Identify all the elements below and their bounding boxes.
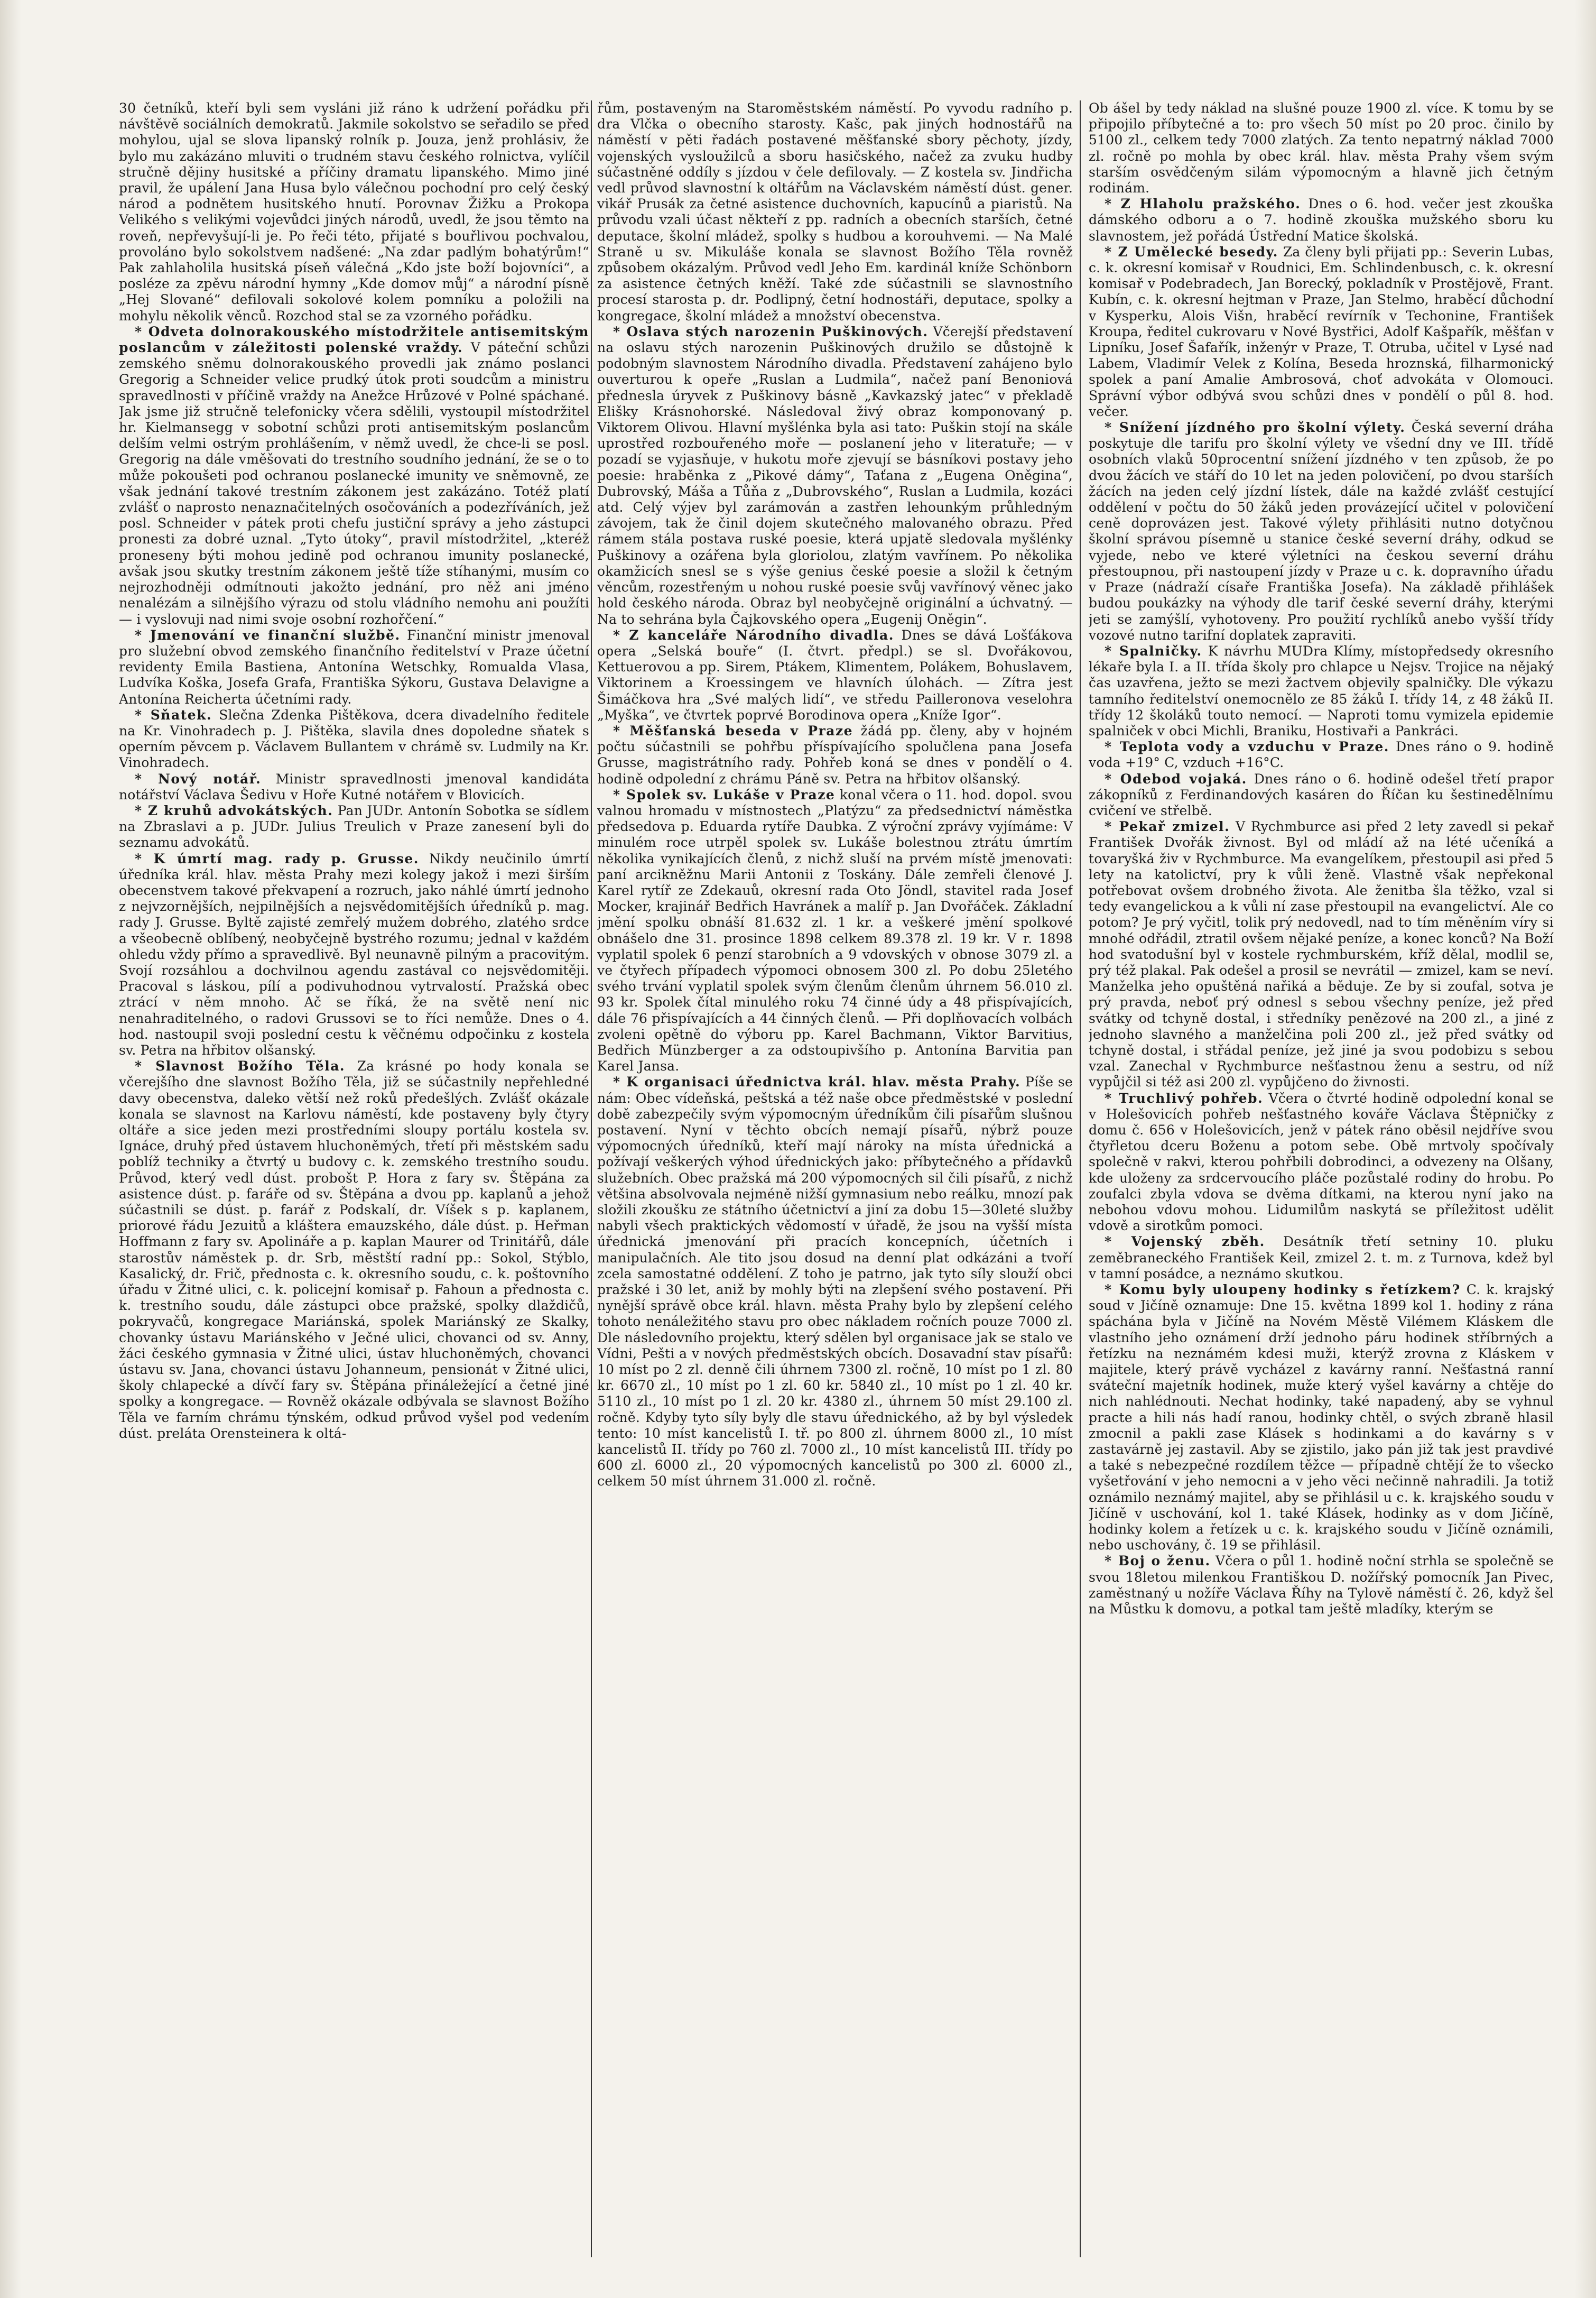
article-body: Včera o půl 1. hodině noční strhla se společně se svou 18letou milenkou Františkou D. nožířský pomocník Jan Pivec, zaměstnaný u nožíře Václava Říhy na Tylově náměstí č. 26, když šel na Můstku k domovu, a potkal tam ještě mladíky, kterým se [1089, 1553, 1554, 1617]
article-body: žádá pp. členy, aby v hojném počtu súčastnili se pohřbu příspívajícího spolučlena pana Josefa Grusse, magistrátního rady. Pohřeb koná se dnes v pondělí o 4. hodině odpolední z chrámu Páně sv. Petra na hřbitov olšanský. [597, 723, 1073, 787]
article-heading: * Teplota vody a vzduchu v Praze. [1105, 739, 1389, 755]
article-heading: * Snížení jízdného pro školní výlety. [1105, 420, 1406, 436]
article-paragraph: 30 četníků, kteří byli sem vysláni již ráno k udržení pořádku při návštěvě sociálních demokratů. Jakmile sokolstvo se seřadilo se před mohylou, ujal se slova lipanský rolník p. Jouza, jenž prohlásiv, že bylo mu zakázáno mluviti o trudném stavu českého rolnictva, vylíčil stručně dějiny husitské a příčiny dramatu lipanského. Mimo jiné pravil, že upálení Jana Husa bylo válečnou pochodní pro celý český národ a podnětem husitského hnutí. Porovnav Žižku a Prokopa Velikého s velikými vojevůdci jiných národů, uvedl, že jsou těmto na roveň, nepřevyšují-li je. Po řeči této, přijaté s bouřlivou pochvalou, provoláno bylo sokolstvem nadšené: „Na zdar padlým bohatýrům!“ Pak zahlaholila husitská píseň válečná „Kdo jste boží bojovníci“, a posléze za zpěvu národní hymny „Kde domov můj“ a národní písně „Hej Slované“ defilovali sokolové kolem pomníku a položili na mohylu několik věnců. Rozchod stal se za vzorného pořádku. [119, 100, 589, 324]
article-paragraph [1089, 643, 1554, 739]
article-body: Za krásné po hody konala se včerejšího dne slavnost Božího Těla, již se súčastnily nepřehledné davy obecenstva, daleko větší než roků předešlých. Zvlášť okázale konala se slavnost na Karlovu náměstí, kde postaveny byly čtyry oltáře a sice jeden mezi prostředními sloupy portálu kostela sv. Ignáce, druhý před ústavem hluchoněmých, třetí při městském sadu poblíž techniky a čtvrtý u budovy c. k. zemského trestního soudu. Průvod, který vedl dúst. probošt P. Hora z fary sv. Štěpána za asistence dúst. p. faráře od sv. Štěpána a dvou pp. kaplanů a jehož súčastnili se dúst. p. farář z Podskalí, dr. Víšek s p. kaplanem, priorové řádu Jezuitů a kláštera emauzského, dále dúst. p. Heřman Hoffmann z fary sv. Apolináře a p. kaplan Maurer od Trinitářů, dále starostův náměstek p. dr. Srb, městští radní pp.: Sokol, Stýblo, Kasalický, dr. Frič, přednosta c. k. okresního soudu, c. k. poštovního úřadu v Žitné ulici, c. k. policejní komisař p. Fahoun a přednosta c. k. trestního soudu, dále zástupci obce pražské, spolky dlaždičů, pokryvačů, kongregace Mariánská, spolek Mariánský ze Skalky, chovanky ústavu Mariánského v Ječné ulici, chovanci od sv. Anny, žáci českého gymnasia v Žitné ulici, ústav hluchoněmých, chovanci ústavu sv. Jana, chovanci ústavu Johanneum, pensionát v Žitné ulici, školy chlapecké a dívčí fary sv. Štěpána přináležející a četné jiné spolky a kongregace. — Rovněž okázale odbývala se slavnost Božího Těla ve farním chrámu týnském, odkud průvod vyšel pod vedením dúst. preláta Orensteinera k oltá- [119, 1058, 589, 1441]
article-body: Česká severní dráha poskytuje dle tarifu pro školní výlety ve všední dny ve III. třídě osobních vlaků 50procentní snížení jízdného v ten způsob, že po dvou žácích ve stáří do 10 let na jeden polovičení, po dvou starších žácích na jeden celý jízdní lístek, dále na každé zvlášť cestující oddělení v počtu do 50 žáků jeden provázející učitel v polovičení ceně doprovázen jest. Takové výlety přihlásiti nutno dotyčnou školní správou písemně u stanice české severní dráhy, odkud se vyjede, nebo ve které výletníci na českou severní dráhu přestoupnou, při nastoupení jízdy v Praze u c. k. dopravního úřadu v Praze (nádraží císaře Františka Josefa). Na základě přihlášek budou poukázky na výhody dle tarif české severní dráhy, kterými jeti se zamýšlí, vyhotoveny. Pro použití rychlíků anebo vyšší třídy vozové nutno tarifní doplatek zapraviti. [1089, 420, 1554, 643]
article-body: Píše se nám: Obec vídeňská, peštská a též naše obce předměstské v poslední době zabezpečily svým výpomocným úředníkům čili písařům slušnou postavení. Nyní v těchto obcích nemají písařů, nýbrž pouze výpomocných úředníků, kteří mají nároky na místa úřednická a požívají veškerých výhod úřednických jako: příbytečného a přídavků služebních. Obec pražská má 200 výpomocných sil čili písařů, z nichž většina absolvovala nejméně nižší gymnasium nebo reálku, mnozí pak složili zkoušku ze státního účetnictví a jiní za dobu 15—30leté služby nabyli všech praktických vědomostí v úřadě, že jsou na vyšší místa úřednická jmenování při pracích koncepních, účetních i manipulačních. Ale tito jsou dosud na denní plat odkázáni a tvoří zcela samostatné oddělení. Z toho je patrno, jak tyto síly slouží obci pražské i 30 let, aniž by mohly býti na zlepšení svého postavení. Při nynější správě obce král. hlavn. města Prahy bylo by zlepšení celého tohoto nenáležitého stavu pro obec nákladem ročních pouze 7000 zl. Dle následovního projektu, který sdělen byl organisace jak se stalo ve Vídni, Pešti a v nových předměstských obcích. Dosavadní stav písařů: 10 míst po 2 zl. denně čili úhrnem 7300 zl. ročně, 10 míst po 1 zl. 80 kr. 6670 zl., 10 míst po 1 zl. 60 kr. 5840 zl., 10 míst po 1 zl. 40 kr. 5110 zl., 10 míst po 1 zl. 20 kr. 4380 zl., úhrnem 50 míst 29.100 zl. ročně. Kdyby tyto síly byly dle stavu úřednického, až by byl výsledek tento: 10 míst kancelistů I. tř. po 800 zl. úhrnem 8000 zl., 10 míst kancelistů II. třídy po 760 zl. 7000 zl., 10 míst kancelistů III. třídy po 600 zl. 6000 zl., 20 výpomocných kancelistů po 300 zl. 6000 zl., celkem 50 míst úhrnem 31.000 zl. ročně. [597, 1074, 1073, 1489]
article-body: V páteční schůzi zemského sněmu dolnorakouského provedli jak známo poslanci Gregorig a Schneider velice prudký útok proti soudcům a ministru spravedlnosti v příčině vraždy na Anežce Hrůzové v Polné spáchané. Jak jsme již stručně telefonicky včera sdělili, vystoupil místodržitel hr. Kielmansegg v sobotní schůzi proti antisemitským poslancům delším velmi ostrým prohlášením, v němž uvedl, že chce-li se posl. Gregorig na dále vměšovati do trestního soudního jednání, že se o to může pokoušeti pod ochranou poslanecké imunity ve sněmovně, ze však jednání takové trestním zákonem jest zakázáno. Totéž platí zvlášť o naprosto nenaznačitelných osočováních a podezříváních, jež posl. Schneider v pátek proti chefu justiční správy a jeho zástupci pronesti za dobré uznal. „Tyto útoky“, pravil místodržitel, „kteréž proneseny býti mohou jedině pod ochranou imunity poslanecké, avšak jsou skutky trestním zákonem ještě tíže stíhanými, musím co nejrozhodněji odmítnouti jakožto jednání, pro něž ani jméno nenalézám a silnějšího výrazu od stolu vládního nemohu ani použíti — i vyslovuji nad nimi svoje osobní rozhořčení.“ [119, 340, 589, 627]
article-heading: * Z kanceláře Národního divadla. [613, 627, 894, 643]
article-body: konal včera o 11. hod. dopol. svou valnou hromadu v místnostech „Platýzu“ za předsednictví náměstka předsedova p. Eduarda rytíře Daubka. Z výroční zprávy vyjímáme: V minulém roce utrpěl spolek sv. Lukáše bolestnou ztrátu úmrtím několika vynikajících členů, z nichž sluší na prvém místě jmenovati: paní arcikněžnu Marii Antonii z Toskány. Dále zemřeli členové J. Karel rytíř ze Zdekauů, okresní rada Oto Jöndl, stavitel rada Josef Mocker, krajinář Bedřich Havránek a malíř p. Jan Dvořáček. Základní jmění spolku obnáší 81.632 zl. 1 kr. a veškeré jmění spolkové obnášelo dne 31. prosince 1898 celkem 89.378 zl. 19 kr. V r. 1898 vyplatil spolek 6 penzí starobních a 9 vdovských v obnose 3079 zl. a ve čtyřech případech výpomoci obnosem 300 zl. Po dobu 25letého svého trvání vyplatil spolek svým členům členům úhrnem 56.010 zl. 93 kr. Spolek čítal minulého roku 74 činné údy a 48 přispívajících, dále 76 přispívajících a 44 činných členů. — Při doplňovacích volbách zvoleni opětně do výboru pp. Karel Bachmann, Viktor Barvitius, Bedřich Münzberger a za odstoupivšího p. Antonína Barvitia pan Karel Jansa. [597, 787, 1073, 1074]
article-body: Včera o čtvrté hodině odpolední konal se v Holešovicích pohřeb nešťastného kováře Václava Štěpničky z domu č. 656 v Holešovicích, jenž v pátek ráno oběsil nejdříve svou čtyřletou dceru Boženu a potom sebe. Obě mrtvoly spočívaly společně v rakvi, kterou pohřbili dobrodinci, a odvezeny na Olšany, kde uloženy za srdcervoucího pláče pozůstalé rodiny do hrobu. Po zoufalci zbyla vdova se dvěma dítkami, na kterou nyní jako na nebohou vdovu mohou. Lidumilům naskytá se příležitost udělit vdově a sirotkům pomoci. [1089, 1090, 1554, 1234]
article-paragraph [597, 787, 1073, 1075]
article-heading: * Pekař zmizel. [1105, 819, 1230, 835]
article-body: Dnes ráno o 9. hodině voda +19° C, vzduch +16°C. [1089, 739, 1554, 771]
article-heading: * Oslava stých narozenin Puškinových. [613, 324, 929, 339]
article-heading: * Měšťanská beseda v Praze [613, 723, 853, 739]
article-heading: * Vojenský zběh. [1105, 1234, 1265, 1250]
article-body: Slečna Zdenka Pištěkova, dcera divadelního ředitele na Kr. Vinohradech p. J. Pištěka, slavila dnes dopoledne sňatek s operním pěvcem p. Václavem Bullantem v chrámě sv. Ludmily na Kr. Vinohradech. [119, 707, 589, 771]
article-paragraph: Ob ášel by tedy náklad na slušné pouze 1900 zl. více. K tomu by se připojilo příbytečné a to: pro všech 50 míst po 20 proc. činilo by 5100 zl., celkem tedy 7000 zlatých. Za tento nepatrný náklad 7000 zl. ročně po mohla by obec král. hlav. města Prahy všem svým starším osvědčeným silám výpomocným a hlavně jich četným rodinám. [1089, 100, 1554, 196]
article-body: K návrhu MUDra Klímy, místopředsedy okresního lékaře byla I. a II. třída školy pro chlapce u Nejsv. Trojice na nějaký čas uzavřena, ježto se mezi žactvem objevily spalničky. Dle výkazu tamního ředitelství onemocnělo ze 85 žáků I. třídy 14, z 48 žáků II. třídy 12 školáků touto nemocí. — Naproti tomu vymizela epidemie spalniček v obci Michli, Braniku, Hostivaři a Pankráci. [1089, 643, 1554, 739]
article-body: Pan JUDr. Antonín Sobotka se sídlem na Zbraslavi a p. JUDr. Julius Treulich v Praze zanesení byli do seznamu advokátů. [119, 802, 589, 851]
article-body: Desátník třetí setniny 10. pluku zeměbraneckého František Keil, zmizel 2. t. m. z Turnova, kdež byl v tamní posádce, a neznámo skutkou. [1089, 1234, 1554, 1281]
article-heading: * Truchlivý pohřeb. [1105, 1090, 1264, 1106]
article-paragraph [119, 627, 589, 707]
article-paragraph [1089, 1553, 1554, 1617]
article-heading: * K úmrtí mag. rady p. Grusse. [135, 851, 420, 866]
article-heading: * Slavnost Božího Těla. [135, 1058, 346, 1074]
article-body: Včerejší představení na oslavu stých narozenin Puškinových družilo se důstojně k podobným slavnostem Národního divadla. Představení zahájeno bylo ouverturou k opeře „Ruslan a Ludmila“, načež paní Benoniová přednesla úryvek z Puškinovy básně „Kavkazský jatec“ v překladě Elišky Krásnohorské. Následoval živý obraz komponovaný p. Viktorem Olivou. Hlavní myšlénka byla asi tato: Puškin stojí na skále uprostřed rozbouřeného moře — poslanení jeho v literatuře; — v pozadí se vyjasňuje, v hukotu moře zjevují se básníkovi postavy jeho poesie: hraběnka z „Pikové dámy“, Taťana z „Eugena Oněgina“, Dubrovský, Máša a Tůňa z „Dubrovského“, Ruslan a Ludmila, kozáci atd. Celý výjev byl zarámován a zastřen lehounkým průhledným závojem, tak že činil dojem skutečného malovaného obrazu. Před rámem stála postava ruské poesie, která upjatě sledovala myšlénky Puškinovy a ozářena byla gloriolou, zlatým vavřínem. Po několika okamžicích snesl se s výše genius české poesie a složil k četným věncům, rozestřeným u nohou ruské poesie svůj vavřínový věnec jako hold českého národa. Obraz byl neobyčejně originální a úchvatný. — Na to sehrána byla Čajkovského opera „Eugenij Oněgin“. [597, 324, 1073, 627]
article-body: C. k. krajský soud v Jičíně oznamuje: Dne 15. května 1899 kol 1. hodiny z rána spáchána byla v Jičíně na Novém Městě Vilémem Kláskem dle vlastního jeho oznámení drží jednoho páru hodinek stříbrných a řetízku na neznámém kdesi muži, kterýž zrovna z Kláskem v majitele, který právě vycházel z kavárny ranní. Nešťastná ranní sváteční majetník hodinek, muže který vyšel kavárny a chtěje do nich nahlédnouti. Nechat hodinky, také napadený, aby se vyhnul practe a hili nás hadí ranou, hodinky chtěl, o svých zbraně hlasil zmocnil a pakli zase Klásek s hodinkami a do kavárny s v zastavárně jej zastavil. Aby se zjistilo, jako pán již tak jest pravdivé a také s nebezpečné rozdílem těžce — případně chtějí že to všecko vyšetřování v jeho nemocni a v jeho věci nečinně nahradili. Ja totiž oznámilo neznámý majitel, aby se přihlásil u c. k. krajského soudu v Jičíně v uschování, kol 1. také Klásek, hodinky as v dom Jičíně, hodinky kolem a řetízek u c. k. krajského soudu v Jičíně oznámili, nebo uschovány, č. 19 se přihlásil. [1089, 1282, 1554, 1553]
article-paragraph [119, 771, 589, 803]
article-paragraph [1089, 771, 1554, 819]
article-body: Ministr spravedlnosti jmenoval kandidáta notářství Václava Šedivu v Hoře Kutné notářem v Blovicích. [119, 771, 589, 802]
article-paragraph [119, 1058, 589, 1442]
column-3 [1089, 100, 1554, 2257]
article-paragraph [1089, 196, 1554, 244]
article-body: Nikdy neučinilo úmrtí úředníka král. hlav. města Prahy mezi kolegy jakož i mezi širším obecenstvem takové překvapení a rozruch, jako náhlé úmrtí jednoho z nejvzornějších, nejpilnějších a nejsvědomitějších úředníků p. mag. rady J. Grusse. Byltě zajisté zemřelý mužem dobrého, zlatého srdce a všeobecně oblíbený, neobyčejně bystrého rozumu; jednal v každém ohledu vždy přímo a spravedlivě. Byl neunavně pilným a pracovitým. Svojí rozsáhlou a dochvilnou agendu zastával co nejsvědomitěji. Pracoval s láskou, pílí a podivuhodnou vytrvalostí. Pražská obec ztrácí v něm mnoho. Ač se říká, že na světě není nic nenahraditelného, o radovi Grussovi se to říci nemůže. Dnes o 4. hod. nastoupil svoji poslední cestu k věčnému odpočinku z kostela sv. Petra na hřbitov olšanský. [119, 851, 589, 1058]
article-paragraph [1089, 739, 1554, 771]
article-heading: * Nový notář. [135, 771, 262, 787]
article-body: Dnes se dává Lošťákova opera „Selská bouře“ (I. čtvrt. předpl.) se sl. Dvořákovou, Kettuerovou a pp. Sirem, Ptákem, Klimentem, Polákem, Bohuslavem, Viktorinem a Kroessingem ve hlavních úlohách. — Zítra jest Šimáčkova hra „Své malých lidí“, ve středu Pailleronova veselohra „Myška“, ve čtvrtek poprvé Borodinova opera „Kníže Igor“. [597, 627, 1073, 723]
article-body: Dnes ráno o 6. hodině odešel třetí prapor zákopníků z Ferdinandových kasáren do Říčan ku šestinedělnímu cvičení ve střelbě. [1089, 771, 1554, 818]
article-heading: * Spolek sv. Lukáše v Praze [613, 787, 836, 802]
article-paragraph [119, 851, 589, 1059]
article-paragraph [597, 627, 1073, 723]
article-heading: * Odebod vojaká. [1105, 771, 1247, 787]
article-paragraph [1089, 1234, 1554, 1282]
article-paragraph [1089, 1282, 1554, 1553]
article-paragraph [1089, 819, 1554, 1090]
article-paragraph [597, 723, 1073, 787]
article-heading: * Sňatek. [135, 707, 212, 723]
article-body: Za členy byli přijati pp.: Severin Lubas, c. k. okresní komisař v Roudnici, Em. Schlindenbusch, c. k. okresní komisař v Podebradech, Jan Borecký, pokladník v Prostějově, Frant. Kubín, c. k. okresní hejtman v Praze, Jan Stelmo, hraběcí důchodní v Kysperku, Alois Višn, hraběcí revírník v Techonine, František Kroupa, ředitel cukrovaru v Nové Bystřici, Adolf Kašpařík, měšťan v Lipníku, Josef Šafařík, inženýr v Praze, T. Otruba, učitel v Lysé nad Labem, Vladimír Velek z Kolína, Beseda hroznská, filharmonický spolek a paní Amalie Ambrosová, choť advokáta v Olomouci. Správní výbor odbývá svou schůzi dnes v pondělí o půl 8. hod. večer. [1089, 244, 1554, 419]
article-body: Finanční ministr jmenoval pro služební obvod zemského finančního ředitelství v Praze účetní revidenty Emila Bastiena, Antonína Wetschky, Romualda Vlasa, Ludvíka Koška, Josefa Grafa, Františka Sýkoru, Gustava Delavigne a Antonína Reicherta účetními rady. [119, 627, 589, 707]
article-body: Dnes o 6. hod. večer jest zkouška dámského odboru a o 7. hodině zkouška mužského sboru ku slavnostem, jež pořádá Ústřední Matice školská. [1089, 196, 1554, 244]
article-body: V Rychmburce asi před 2 lety zavedl si pekař František Dvořák živnost. Byl od mládí až na lété učeníká a tovaryšká živ v Rychmburce. Ma evangelíkem, přestoupil asi před 5 lety na katolictví, pry k vůli ženě. Vlastně však nepřekonal potřebovat ovšem drobného života. Ale ženitba šla těžko, vzal si tedy evangelickou a k vůli ní zase přestoupil na evangelictví. Ale co potom? Je prý vyčitl, tolik prý nedovedl, nad to tím měněním víry si mnohé odřádil, ztratil ovšem nějaké peníze, a konec konců? Na Boží hod svatodušní byl v kostele rychmburském, kříž dělal, modlil se, prý též plakal. Pak odešel a prosil se nevrátil — zmizel, kam se neví. Manželka jeho opuštěná nařiká a běduje. Ze by si zoufal, sotva je prý pravda, neboť prý odnesl s sebou všechny peníze, jež před svátky od tchyně dostal, i středníky penězové na 200 zl., a jiné z jednoho slavného a manželčina poli 200 zl., jež před svátky od tchyně dostal, i střádal peníze, jež jiné ja svou podobizu s sebou vzal. Zanechal v Rychmburce nešťastnou ženu a sestru, od níž vypůjčil si též asi 200 zl. vypůjčeno do živnosti. [1089, 819, 1554, 1090]
article-heading: * Komu byly uloupeny hodinky s řetízkem? [1105, 1282, 1461, 1298]
article-heading: * Z kruhů advokátských. [135, 802, 333, 818]
column-1 [119, 100, 589, 2257]
article-heading: * Z Hlaholu pražského. [1105, 196, 1301, 212]
article-paragraph [597, 1074, 1073, 1489]
article-heading: * Jmenování ve finanční službě. [135, 627, 401, 643]
article-paragraph [597, 324, 1073, 627]
article-heading: * Odveta dolnorakouského místodržitele antisemitským poslancům v záležitosti polenské vraždy. [119, 324, 589, 356]
article-paragraph [1089, 244, 1554, 420]
article-paragraph [1089, 1091, 1554, 1234]
article-heading: * K organisaci úřednictva král. hlav. města Prahy. [613, 1074, 1021, 1090]
column-2 [597, 100, 1073, 2257]
article-heading: * Z Umělecké besedy. [1105, 244, 1278, 260]
article-paragraph [119, 803, 589, 851]
columns [0, 100, 1596, 2257]
article-paragraph [119, 324, 589, 627]
article-heading: * Spalničky. [1105, 643, 1202, 659]
article-heading: * Boj o ženu. [1105, 1553, 1211, 1569]
article-paragraph [1089, 420, 1554, 643]
article-paragraph: řům, postaveným na Staroměstském náměstí. Po vyvodu radního p. dra Vlčka o obecního starosty. Kašc, pak jiných hodnostářů na náměstí v pěti řadách postavené měšťanské sbory pěchoty, jízdy, vojenských vysloužilců a sboru hasičského, načež za zvuku hudby súčastněné oddíly s jízdou v čele defilovaly. — Z kostela sv. Jindřicha vedl průvod slavnostní k oltářům na Václavském náměstí dúst. gener. vikář Prusák za četné asistence duchovních, kapucínů a piaristů. Na průvodu vzali účast někteří z pp. radních a obecních starších, četné deputace, školní mládež, spolky s hudbou a korouhvemi. — Na Malé Straně u sv. Mikuláše konala se slavnost Božího Těla rovněž způsobem okázalým. Průvod vedl Jeho Em. kardinál kníže Schönborn za asistence četných kněží. Také zde súčastnili se slavnostního procesí starosta p. dr. Podlipný, četní hodnostáři, deputace, spolky a kongregace, školní mládež a množství obecenstva. [597, 100, 1073, 324]
article-paragraph [119, 707, 589, 771]
